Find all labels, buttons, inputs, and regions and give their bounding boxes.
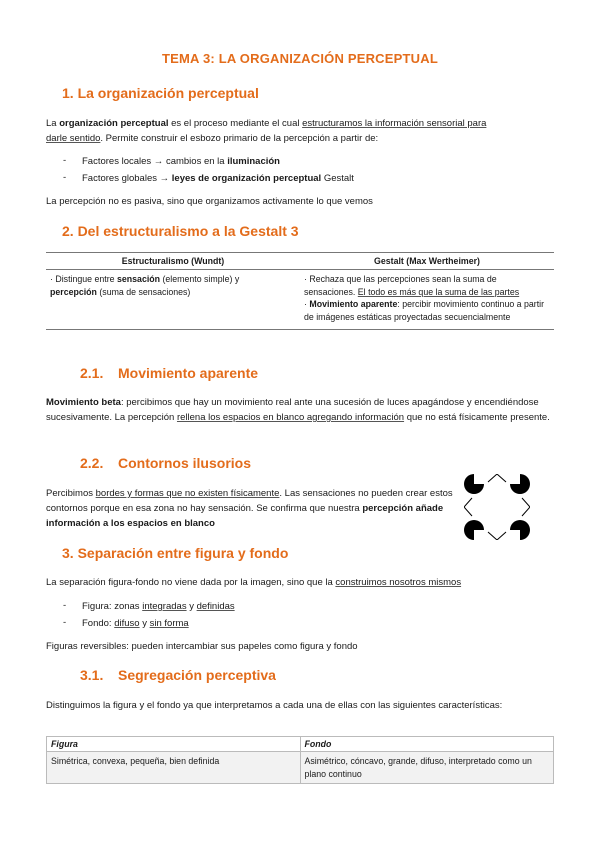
chevron-right: [522, 498, 530, 516]
bullet-dash: -: [63, 600, 67, 611]
list-item: Figura: zonas integradas y definidas: [82, 601, 235, 612]
bullet-dash: -: [63, 155, 67, 166]
section-3-1-paragraph: Distinguimos la figura y el fondo ya que interpretamos a cada una de ellas con las siguientes características:: [46, 700, 503, 711]
section-3-heading: 3. Separación entre figura y fondo: [62, 545, 289, 561]
section-3-1-heading: 3.1. Segregación perceptiva: [80, 667, 276, 683]
section-1-paragraph: La organización perceptual es el proceso mediante el cual estructuramos la información sensorial para darle sentido. Permite construir el esbozo primario de la percepción a partir de:: [46, 118, 487, 144]
table-cell: · Rechaza que las percepciones sean la suma de sensaciones. El todo es más que la suma de las partes · Movimiento aparente: percibir movimiento continuo a partir de imágenes estáticas proyectadas secuencialmente: [300, 270, 554, 330]
table-row: [46, 270, 554, 330]
table-header-row: [47, 737, 554, 752]
table-header: Figura: [47, 737, 301, 752]
corner-shape-bottom-right: [510, 520, 530, 540]
corner-shape-top-left: [464, 474, 484, 494]
table-header-row: [46, 253, 554, 270]
figure-ground-table: [46, 736, 554, 784]
bullet-dash: -: [63, 172, 67, 183]
list-item: Factores globales → leyes de organización perceptual Gestalt: [82, 173, 354, 184]
list-item: Fondo: difuso y sin forma: [82, 618, 189, 629]
table-header: Gestalt (Max Wertheimer): [300, 253, 554, 270]
table-row: [47, 752, 554, 784]
section-3-paragraph: La separación figura-fondo no viene dada por la imagen, sino que la construimos nosotros mismos: [46, 577, 462, 588]
corner-shape-top-right: [510, 474, 530, 494]
table-cell: · Distingue entre sensación (elemento simple) y percepción (suma de sensaciones): [46, 270, 300, 330]
illusory-contour-figure: [464, 474, 530, 540]
table-cell: Simétrica, convexa, pequeña, bien definida: [47, 752, 301, 784]
table-header: Estructuralismo (Wundt): [46, 253, 300, 270]
table-cell: Asimétrico, cóncavo, grande, difuso, interpretado como un plano continuo: [300, 752, 554, 784]
section-1-note: La percepción no es pasiva, sino que organizamos activamente lo que vemos: [46, 196, 373, 207]
list-item: Factores locales → cambios en la iluminación: [82, 156, 280, 167]
chevron-left: [464, 498, 472, 516]
section-2-2-heading: 2.2. Contornos ilusorios: [80, 455, 251, 471]
chevron-top: [488, 474, 506, 482]
section-2-heading: 2. Del estructuralismo a la Gestalt 3: [62, 223, 299, 239]
section-2-1-paragraph: Movimiento beta: percibimos que hay un movimiento real ante una sucesión de luces apagándose y encendiéndose sucesivamente. La percepción rellena los espacios en blanco agregando información que no está físicamente presente.: [46, 397, 550, 423]
bullet-dash: -: [63, 617, 67, 628]
corner-shape-bottom-left: [464, 520, 484, 540]
section-2-2-paragraph: Percibimos bordes y formas que no existen físicamente. Las sensaciones no pueden crear estos contornos porque en esa zona no hay sensación. Se confirma que nuestra percepción añade información a los espacios en blanco: [46, 488, 453, 529]
comparison-table: [46, 252, 554, 330]
section-1-heading: 1. La organización perceptual: [62, 85, 259, 101]
section-3-note: Figuras reversibles: pueden intercambiar sus papeles como figura y fondo: [46, 641, 358, 652]
table-header: Fondo: [300, 737, 554, 752]
page-title: TEMA 3: LA ORGANIZACIÓN PERCEPTUAL: [162, 51, 438, 66]
chevron-bottom: [488, 532, 506, 540]
section-2-1-heading: 2.1. Movimiento aparente: [80, 365, 259, 381]
